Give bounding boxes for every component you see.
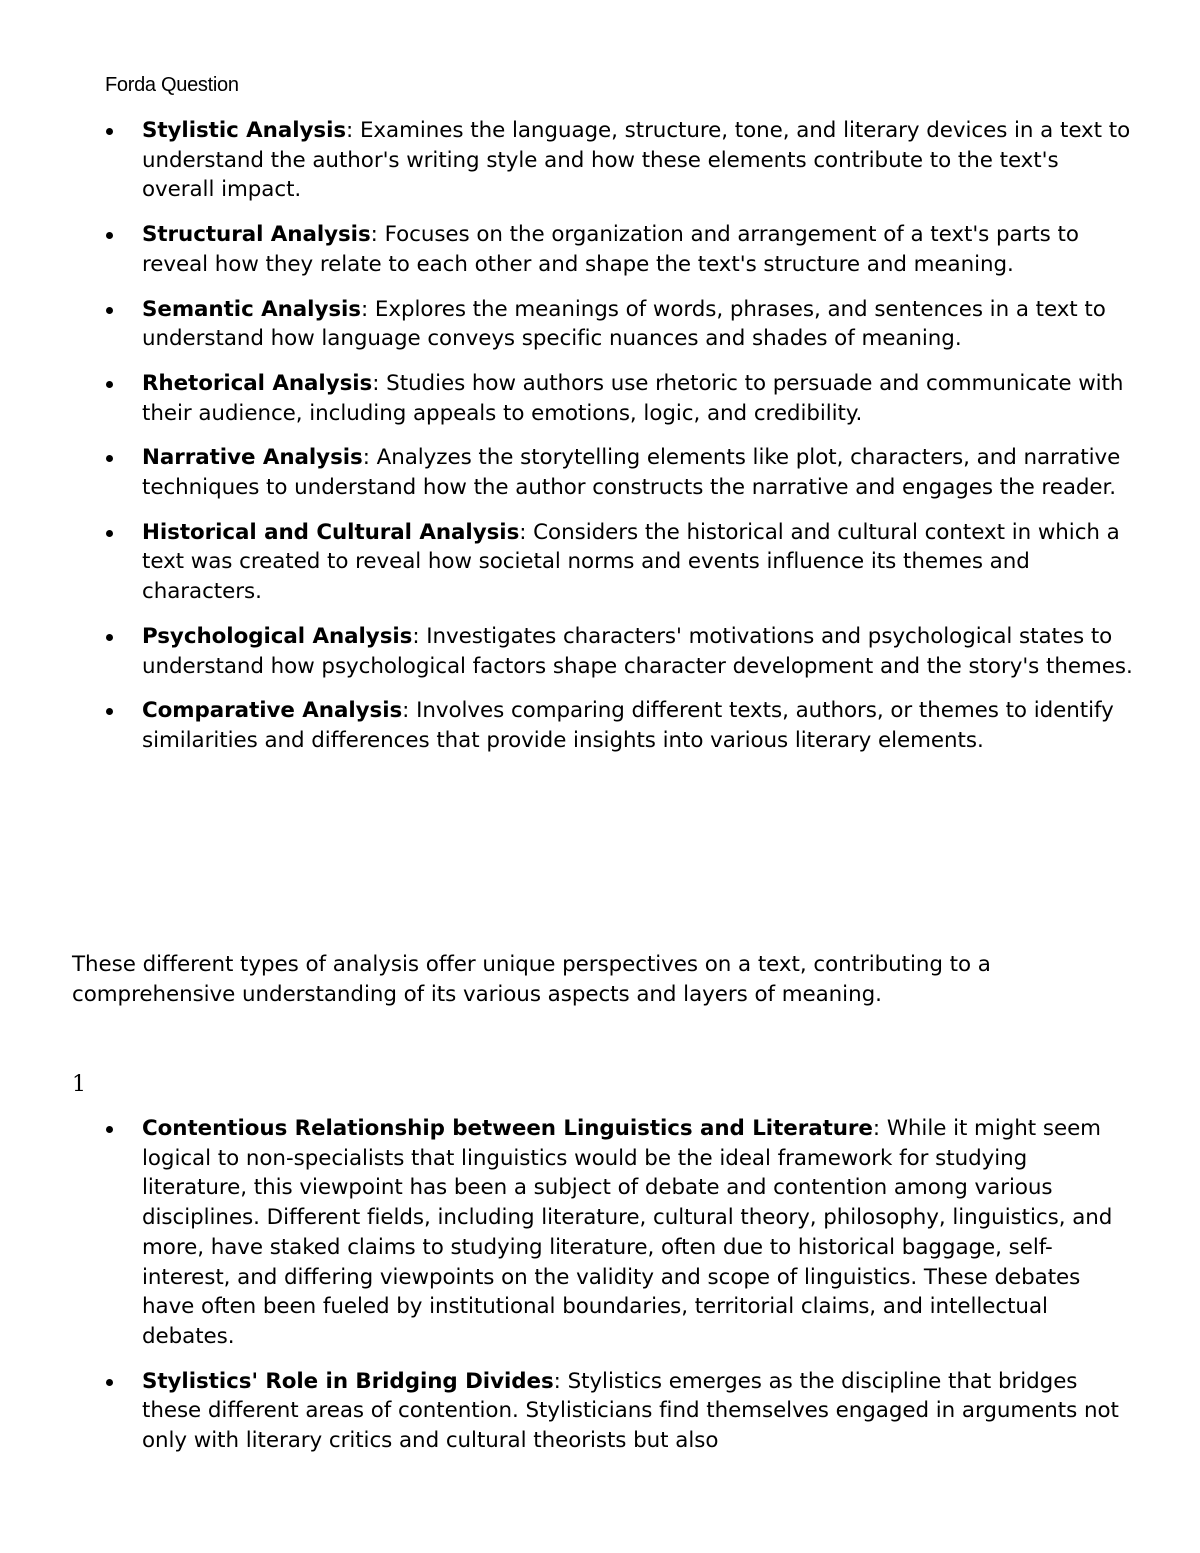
list-item (0, 1114, 1137, 1352)
list-item-separator: : (370, 222, 385, 248)
list-item-term: Psychological Analysis (142, 623, 413, 649)
bullet-icon (106, 381, 113, 388)
bullet-icon (106, 1126, 113, 1133)
list-item-term: Comparative Analysis (142, 698, 403, 724)
bullet-icon (106, 232, 113, 239)
summary-paragraph: These different types of analysis offer unique perspectives on a text, contributing to a comprehensive understanding of its various aspects and layers of meaning. (72, 952, 991, 1007)
bullet-icon (106, 1379, 113, 1386)
list-item-description: Investigates characters' motivations and psychological states to understand how psychological factors shape character development and the story's themes. (142, 623, 1133, 679)
list-item-separator: : (361, 296, 375, 322)
analysis-types-list (0, 116, 1200, 771)
list-item-term: Stylistic Analysis (142, 118, 347, 143)
bullet-icon (106, 128, 113, 135)
list-item-term: Rhetorical Analysis (142, 370, 373, 396)
list-item-term: Narrative Analysis (142, 445, 363, 471)
list-item-separator: : (553, 1368, 568, 1394)
list-item-description: Focuses on the organization and arrangement of a text's parts to reveal how they relate to each other and shape the text's structure and meaning. (142, 222, 1079, 277)
list-item-separator: : (372, 370, 387, 396)
list-item-separator: : (519, 519, 534, 545)
list-item-term: Structural Analysis (142, 222, 371, 248)
document-title: Forda Question (105, 74, 239, 96)
list-item-separator: : (872, 1116, 887, 1141)
list-item-description: Involves comparing different texts, authors, or themes to identify similarities and differences that provide insights into various literary elements. (142, 698, 1114, 753)
list-item-description: Stylistics emerges as the discipline that bridges these different areas of contention. Stylisticians find themselves engaged in arguments not only with literary critics and cultural theorists but also (142, 1368, 1119, 1454)
list-item (0, 220, 1137, 279)
list-item-term: Stylistics' Role in Bridging Divides (142, 1368, 554, 1394)
list-item-description: While it might seem logical to non-specialists that linguistics would be the ideal framework for studying literature, this viewpoint has been a subject of debate and contention among various disciplines. Different fields, including literature, cultural theory, philosophy, linguistics, and more, have staked claims to studying literature, often due to historical baggage, self-interest, and differing viewpoints on the validity and scope of linguistics. These debates have often been fueled by institutional boundaries, territorial claims, and intellectual debates. (142, 1116, 1113, 1349)
bullet-icon (106, 530, 113, 537)
list-item (0, 1367, 1137, 1456)
list-item-description: Examines the language, structure, tone, and literary devices in a text to understand the author's writing style and how these elements contribute to the text's overall impact. (142, 118, 1131, 203)
list-item-description: Explores the meanings of words, phrases, and sentences in a text to understand how language conveys specific nuances and shades of meaning. (142, 296, 1106, 352)
section-number: 1 (72, 1072, 86, 1097)
list-item (0, 369, 1137, 428)
list-item-term: Semantic Analysis (142, 296, 361, 322)
list-item-separator: : (346, 118, 360, 143)
list-item (0, 696, 1137, 755)
list-item (0, 295, 1137, 354)
list-item-description: Studies how authors use rhetoric to persuade and communicate with their audience, including appeals to emotions, logic, and credibility. (142, 370, 1124, 426)
linguistics-literature-list (0, 1114, 1200, 1471)
list-item-separator: : (412, 623, 427, 649)
list-item (0, 518, 1137, 607)
list-item (0, 622, 1137, 681)
list-item (0, 443, 1137, 502)
bullet-icon (106, 708, 113, 715)
list-item-term: Contentious Relationship between Linguistics and Literature (142, 1116, 873, 1141)
list-item (0, 116, 1137, 205)
list-item-separator: : (402, 698, 417, 724)
bullet-icon (106, 634, 113, 641)
bullet-icon (106, 455, 113, 462)
list-item-description: Analyzes the storytelling elements like plot, characters, and narrative techniques to understand how the author constructs the narrative and engages the reader. (142, 445, 1121, 501)
list-item-term: Historical and Cultural Analysis (142, 519, 520, 545)
list-item-description: Considers the historical and cultural context in which a text was created to reveal how societal norms and events influence its themes and characters. (142, 519, 1120, 605)
bullet-icon (106, 307, 113, 314)
list-item-separator: : (362, 445, 377, 471)
